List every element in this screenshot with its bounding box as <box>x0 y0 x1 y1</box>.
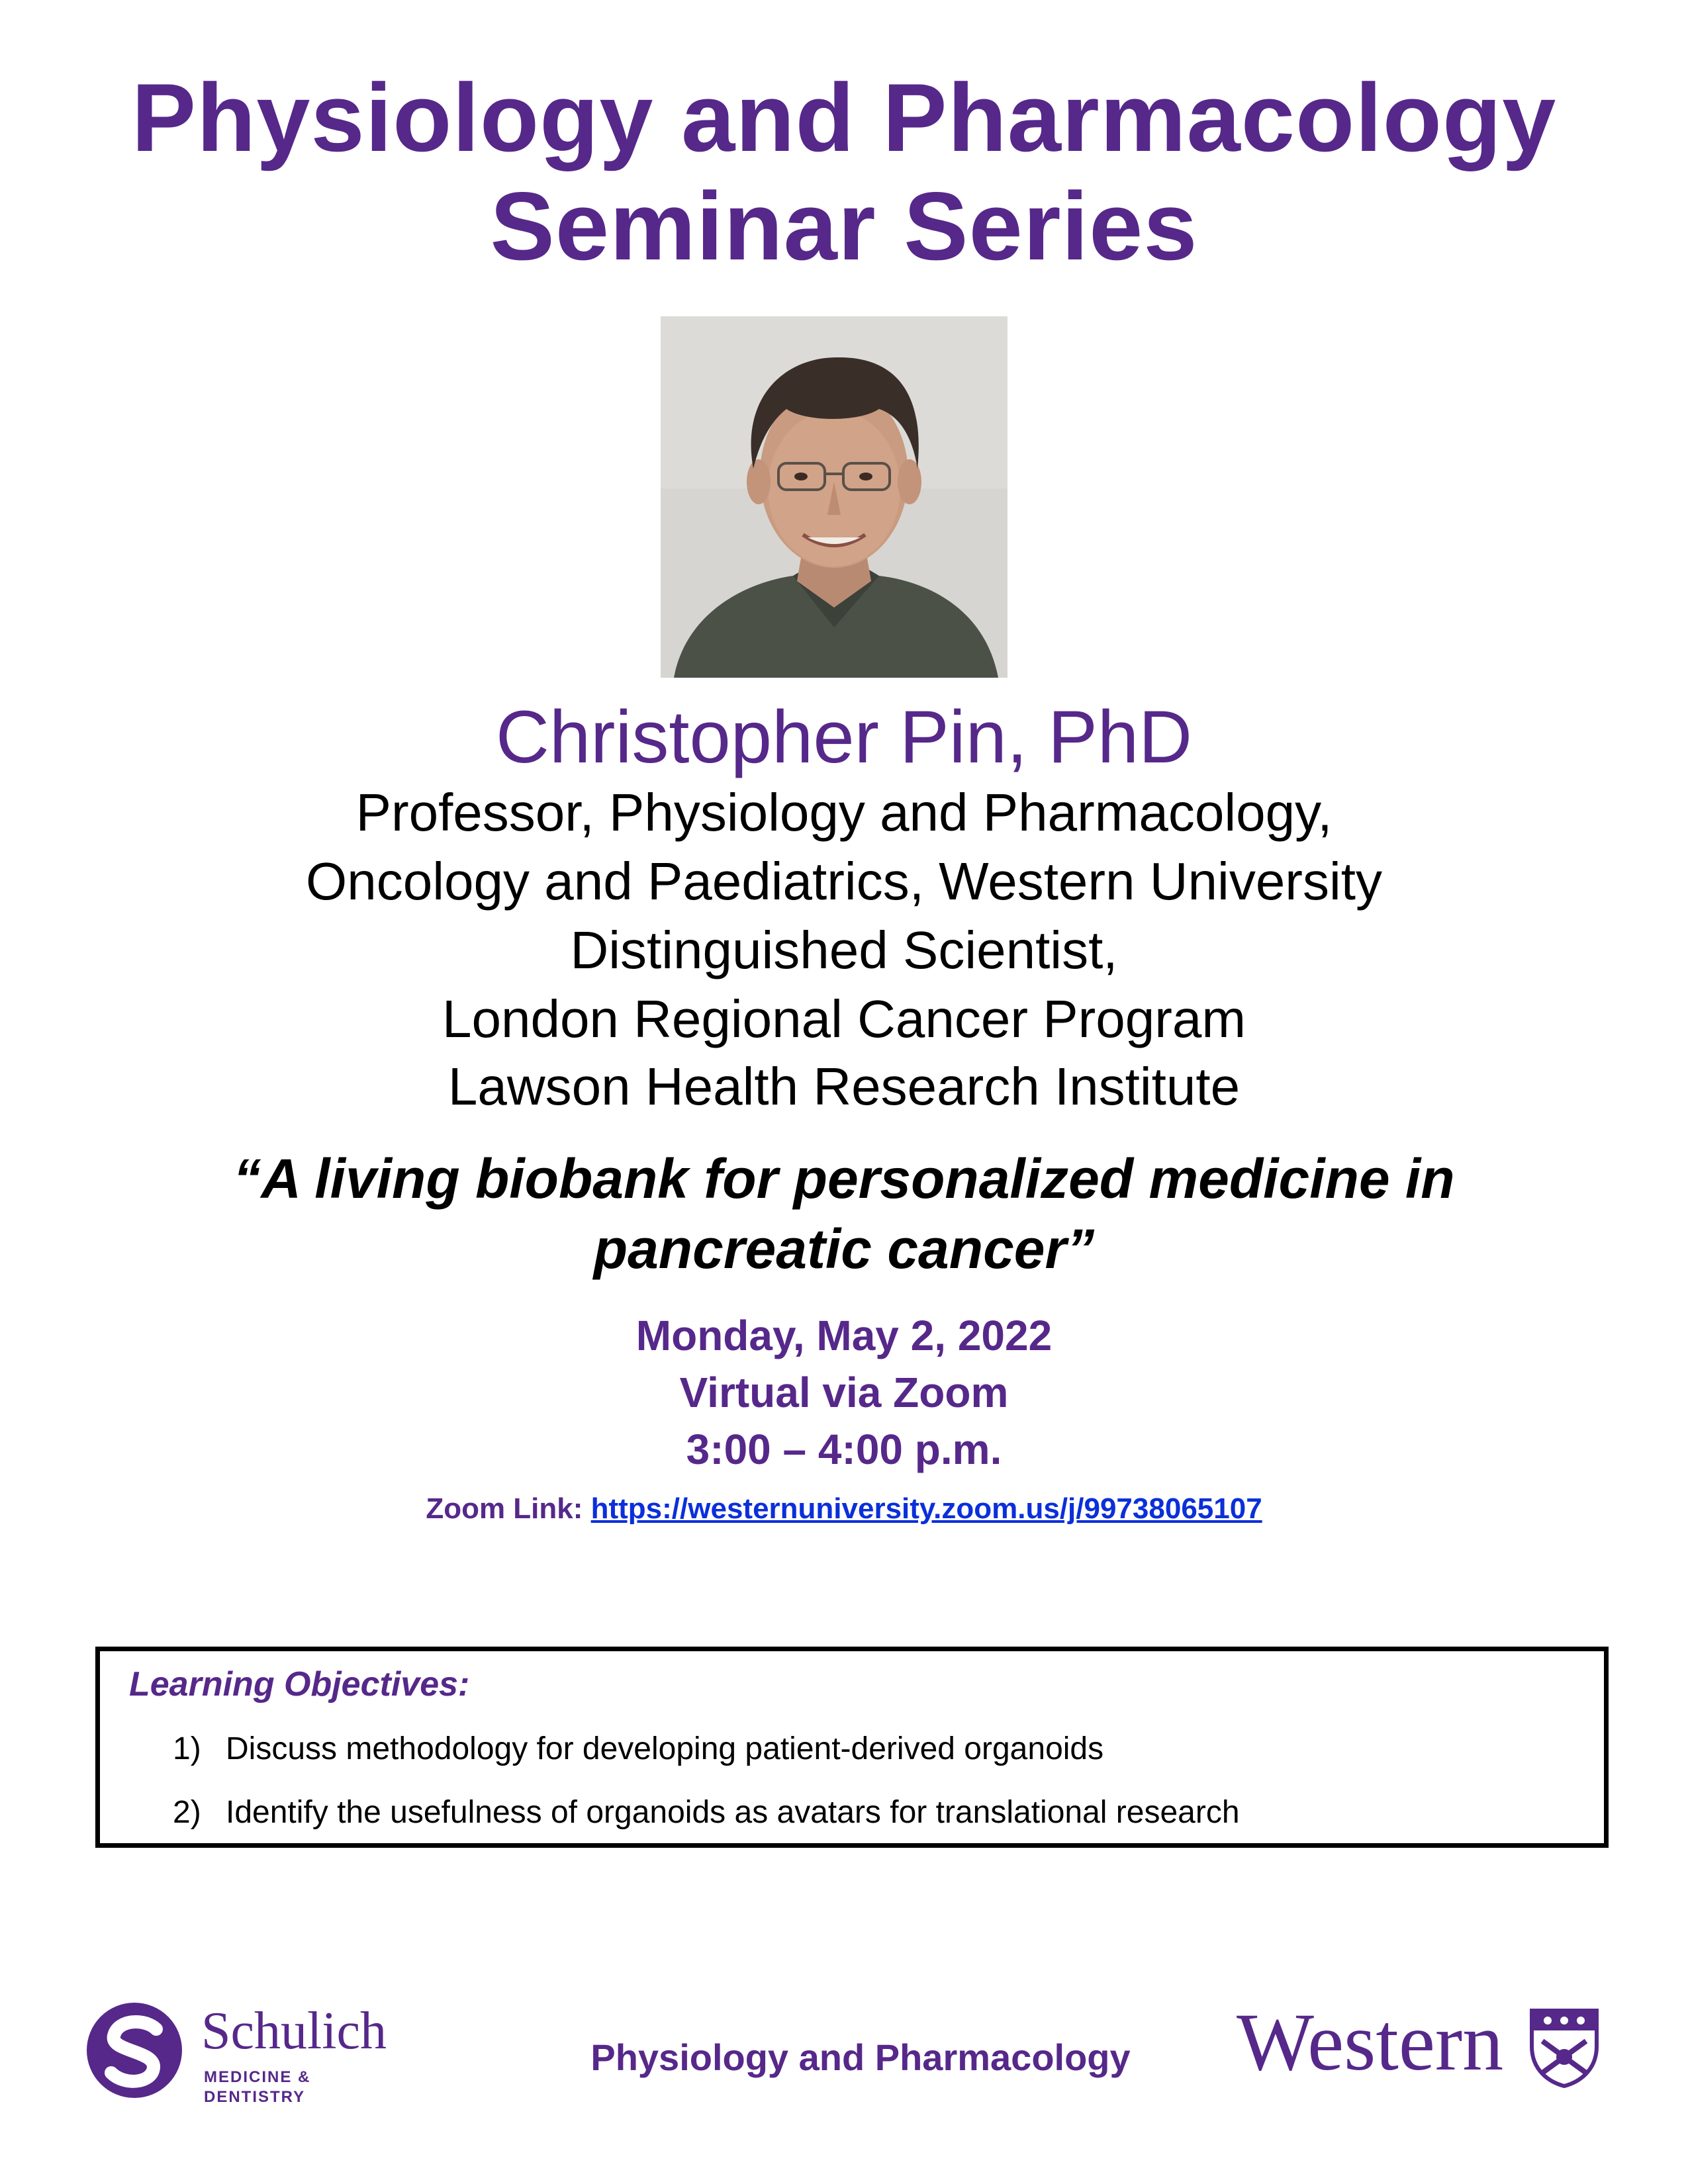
western-logo <box>1237 1996 1620 2095</box>
western-crest-icon <box>1528 2007 1601 2089</box>
speaker-portrait <box>661 316 1008 678</box>
schulich-wordmark: Schulich <box>201 2002 387 2060</box>
learning-objectives-box <box>95 1647 1609 1848</box>
event-date: Monday, May 2, 2022 <box>635 1312 1053 1359</box>
footer-department: Physiology and Pharmacology <box>590 2036 1131 2078</box>
event-venue: Virtual via Zoom <box>679 1369 1009 1416</box>
speaker-name: Christopher Pin, PhD <box>495 696 1193 778</box>
objective-number: 1) <box>173 1731 201 1766</box>
speaker-affiliation-line: Professor, Physiology and Pharmacology, <box>355 783 1333 842</box>
speaker-affiliation-line: Lawson Health Research Institute <box>447 1057 1241 1116</box>
learning-objectives-heading: Learning Objectives: <box>129 1665 470 1704</box>
speaker-affiliation-line: London Regional Cancer Program <box>442 989 1246 1048</box>
speaker-photo <box>661 316 1008 678</box>
objective-text: Discuss methodology for developing patient-derived organoids <box>226 1731 1104 1766</box>
page-title-line-1: Physiology and Pharmacology <box>131 64 1557 171</box>
zoom-link-label: Zoom Link: <box>426 1492 591 1525</box>
learning-objective-item <box>173 1729 1103 1769</box>
zoom-link[interactable]: https://westernuniversity.zoom.us/j/99738065107 <box>590 1492 1262 1525</box>
learning-objective-item <box>173 1793 1240 1833</box>
schulich-subtitle: MEDICINE & DENTISTRY <box>204 2068 311 2106</box>
zoom-link-row <box>0 1488 1688 1530</box>
objective-text: Identify the usefulness of organoids as avatars for translational research <box>226 1795 1240 1830</box>
schulich-logo <box>85 1999 409 2105</box>
objective-number: 2) <box>173 1795 201 1830</box>
talk-title-line: “A living biobank for personalized medicine in <box>233 1148 1455 1210</box>
western-wordmark: Western <box>1237 1997 1504 2087</box>
talk-title-line: pancreatic cancer” <box>593 1218 1095 1280</box>
speaker-affiliation-line: Oncology and Paediatrics, Western University <box>306 852 1382 911</box>
event-time: 3:00 – 4:00 p.m. <box>686 1426 1002 1473</box>
schulich-s-icon <box>85 1999 184 2102</box>
speaker-affiliation-line: Distinguished Scientist, <box>570 921 1118 979</box>
page-title-line-2: Seminar Series <box>490 172 1198 280</box>
